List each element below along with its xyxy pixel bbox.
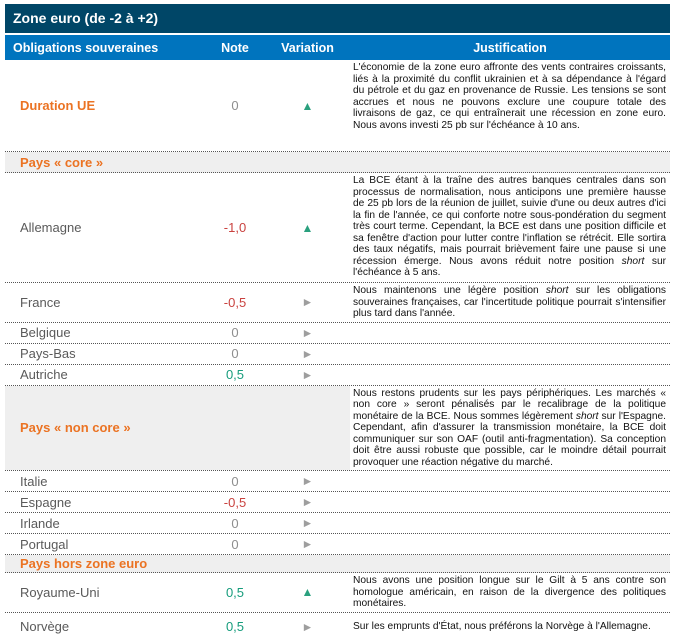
note-value: -0,5 bbox=[223, 294, 247, 310]
variation-right-icon: ► bbox=[301, 474, 314, 488]
note-value: 0,5 bbox=[225, 584, 245, 600]
variation-up-icon: ▲ bbox=[301, 98, 314, 113]
note-value: 0 bbox=[231, 536, 239, 552]
justification-empty bbox=[350, 344, 670, 364]
table-row-royaume-uni bbox=[5, 573, 670, 613]
table-row-irlande bbox=[5, 513, 670, 534]
section-label: Pays « core » bbox=[20, 154, 104, 170]
note-value: 0,5 bbox=[225, 367, 245, 382]
country-name: Pays-Bas bbox=[20, 346, 76, 361]
justification-empty bbox=[350, 513, 670, 533]
justification-empty bbox=[350, 471, 670, 491]
column-header-note: Note bbox=[221, 40, 249, 55]
section-row-pays-non-core bbox=[5, 386, 670, 472]
country-name: Italie bbox=[20, 473, 48, 489]
variation-right-icon: ► bbox=[301, 295, 314, 310]
country-name: Norvège bbox=[20, 619, 70, 634]
country-name: Autriche bbox=[20, 367, 68, 382]
table-row-duration-ue bbox=[5, 60, 670, 152]
table-row-pays-bas bbox=[5, 344, 670, 365]
table-row-allemagne bbox=[5, 173, 670, 283]
variation-right-icon: ► bbox=[301, 495, 314, 509]
ratings-table bbox=[5, 4, 670, 638]
table-row-france bbox=[5, 283, 670, 323]
instrument-name: Duration UE bbox=[20, 98, 96, 113]
justification-empty bbox=[350, 492, 670, 512]
justification-empty bbox=[350, 365, 670, 385]
justification-text: Nous maintenons une légère position short sur les obligations souveraines françaises, car l'incertitude politique pourrait s'intensifier plus tard dans l'année. bbox=[353, 285, 666, 319]
section-row-pays-core bbox=[5, 152, 670, 173]
section-row-pays-hors-zone-euro bbox=[5, 555, 670, 573]
table-row-autriche bbox=[5, 365, 670, 386]
country-name: Allemagne bbox=[20, 220, 82, 235]
country-name: Espagne bbox=[20, 494, 72, 510]
country-name: Belgique bbox=[20, 325, 71, 340]
justification-empty bbox=[350, 323, 670, 343]
table-row-italie bbox=[5, 471, 670, 492]
note-value: 0 bbox=[231, 515, 239, 531]
table-row-belgique bbox=[5, 323, 670, 344]
justification-text: Sur les emprunts d'État, nous préférons la Norvège à l'Allemagne. bbox=[353, 620, 651, 632]
section-label: Pays « non core » bbox=[5, 386, 350, 471]
table-row-espagne bbox=[5, 492, 670, 513]
table-row-portugal bbox=[5, 534, 670, 555]
note-value: 0 bbox=[231, 325, 239, 340]
country-name: Royaume-Uni bbox=[20, 584, 100, 600]
variation-right-icon: ► bbox=[301, 537, 314, 551]
table-row-norvege bbox=[5, 613, 670, 638]
column-header-obligations: Obligations souveraines bbox=[13, 40, 159, 55]
note-value: -0,5 bbox=[223, 494, 247, 510]
justification-text: L'économie de la zone euro affronte des vents contraires croissants, liés à la proximité du conflit ukrainien et à sa dépendance à l'égard du pétrole et du gaz en provenance de Russie. Les tensions se sont accrues et nous ne pouvons exclure une coupure totale des livraisons de gaz, ce qui entraînerait une récession en zone euro. Nous avons investi 25 pb sur l'échéance à 10 ans. bbox=[353, 62, 666, 131]
note-value: 0 bbox=[231, 98, 239, 113]
variation-right-icon: ► bbox=[301, 619, 314, 634]
variation-up-icon: ▲ bbox=[301, 220, 314, 235]
column-header-row bbox=[5, 35, 670, 60]
column-header-justification: Justification bbox=[473, 40, 547, 55]
variation-up-icon: ▲ bbox=[301, 585, 314, 600]
variation-right-icon: ► bbox=[301, 346, 314, 361]
variation-right-icon: ► bbox=[301, 325, 314, 340]
justification-text: Nous avons une position longue sur le Gilt à 5 ans contre son homologue américain, en raison de la divergence des politiques monétaires. bbox=[353, 575, 666, 609]
table-title: Zone euro (de -2 à +2) bbox=[5, 4, 670, 33]
country-name: Portugal bbox=[20, 536, 69, 552]
justification-text: La BCE étant à la traîne des autres banques centrales dans son processus de normalisation, nous anticipons une première hausse de 25 pb lors de la réunion de juillet, suivie d'une ou deux autres d'ici la fin de l'année, ce qui conforte notre sous-pondération du segment très court terme. Cependant, la BCE est dans une position difficile et sa fenêtre d'action pour lutter contre l'inflation se rétrécit. Elle sortira des taux négatifs, mais pourrait brièvement faire une pause si une récession émerge. Nous avons réduit notre position short sur l'échéance à 5 ans. bbox=[353, 175, 667, 278]
column-header-variation: Variation bbox=[281, 40, 334, 55]
section-label: Pays hors zone euro bbox=[20, 556, 148, 571]
note-value: -1,0 bbox=[223, 220, 247, 235]
note-value: 0,5 bbox=[225, 619, 245, 634]
justification-text: Nous restons prudents sur les pays périphériques. Les marchés « non core » seront pénalisés par le recalibrage de la politique monétaire de la BCE. Nous sommes légèrement short sur l'Espagne. Cependant, afin d'assurer la transmission monétaire, la BCE doit communiquer sur son OAF (outil anti-fragmentation). Sa conception doit être aussi robuste que possible, car le moindre détail pourrait provoquer une réaction négative du marché. bbox=[353, 387, 666, 468]
justification-empty bbox=[350, 534, 670, 554]
note-value: 0 bbox=[231, 473, 239, 489]
country-name: France bbox=[20, 294, 61, 310]
variation-right-icon: ► bbox=[301, 516, 314, 530]
note-value: 0 bbox=[231, 346, 239, 361]
country-name: Irlande bbox=[20, 515, 60, 531]
variation-right-icon: ► bbox=[301, 367, 314, 382]
